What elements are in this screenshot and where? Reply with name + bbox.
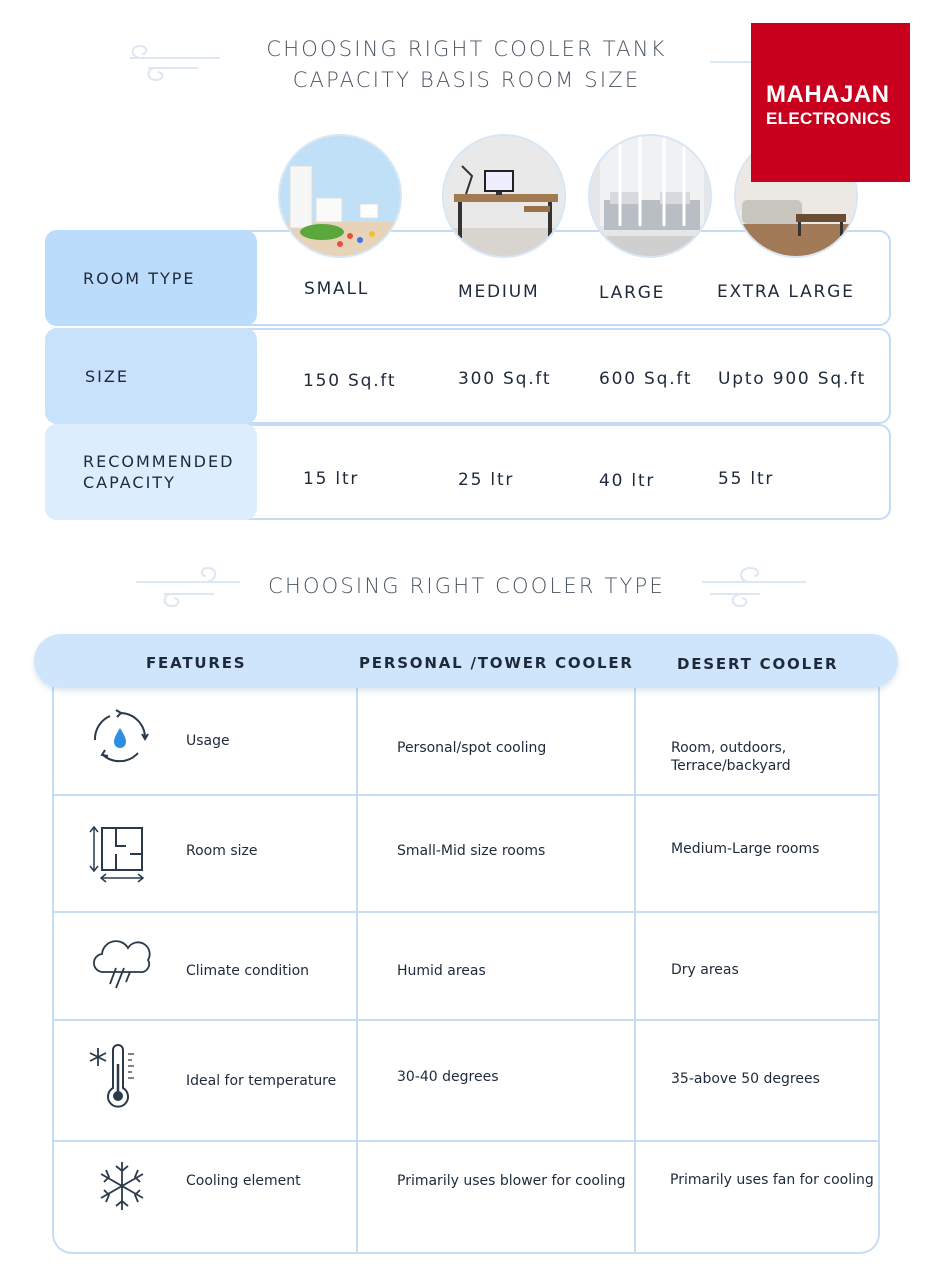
feature-usage: Usage: [186, 733, 230, 749]
room-type-small: SMALL: [304, 279, 370, 299]
small-room-image: [278, 134, 402, 258]
feature-climate: Climate condition: [186, 963, 310, 979]
capacity-large: 40 ltr: [599, 471, 656, 491]
thermometer-snow-icon: [86, 1044, 140, 1110]
size-medium: 300 Sq.ft: [458, 369, 552, 389]
feature-cooling-element: Cooling element: [186, 1173, 301, 1189]
wind-swirl-left-top-icon: [128, 42, 228, 84]
cooler-type-heading: CHOOSING RIGHT COOLER TYPE: [268, 574, 665, 598]
row-divider-3: [52, 1019, 880, 1021]
logo-line1: MAHAJAN: [766, 81, 890, 108]
desert-cooling-element: Primarily uses fan for cooling: [670, 1172, 874, 1188]
header-desert-cooler: DESERT COOLER: [677, 655, 839, 673]
large-room-image: [588, 134, 712, 258]
row-label-recommended-capacity: [45, 424, 257, 520]
desert-room-size: Medium-Large rooms: [671, 841, 820, 857]
wind-swirl-left-icon: [134, 564, 244, 608]
row-divider-1: [52, 794, 880, 796]
capacity-row-recommended: [45, 424, 891, 520]
size-large: 600 Sq.ft: [599, 369, 693, 389]
personal-room-size: Small-Mid size rooms: [397, 843, 546, 859]
snowflake-icon: [98, 1160, 146, 1212]
feature-room-size: Room size: [186, 843, 258, 859]
row-divider-2: [52, 911, 880, 913]
personal-cooling-element: Primarily uses blower for cooling: [397, 1173, 626, 1189]
feature-temperature: Ideal for temperature: [186, 1073, 337, 1089]
water-cycle-icon: [90, 708, 150, 768]
cooler-type-header: [34, 634, 898, 688]
desert-climate: Dry areas: [671, 962, 739, 978]
room-type-medium: MEDIUM: [458, 282, 540, 302]
capacity-medium: 25 ltr: [458, 470, 515, 490]
capacity-heading-line2: CAPACITY BASIS ROOM SIZE: [292, 68, 641, 92]
capacity-heading-line1: CHOOSING RIGHT COOLER TANK: [266, 37, 667, 61]
row-label-size: SIZE: [45, 328, 257, 424]
brand-logo: [751, 23, 910, 182]
personal-temperature: 30-40 degrees: [397, 1069, 499, 1085]
capacity-row-size: [45, 328, 891, 424]
capacity-extra-large: 55 ltr: [718, 469, 775, 489]
size-extra-large: Upto 900 Sq.ft: [718, 369, 867, 389]
room-type-extra-large: EXTRA LARGE: [717, 282, 855, 302]
medium-room-image: [442, 134, 566, 258]
column-divider-1: [356, 688, 358, 1252]
row-label-room-type: ROOM TYPE: [45, 230, 257, 326]
wind-swirl-right-icon: [700, 564, 810, 608]
header-personal-tower-cooler: PERSONAL /TOWER COOLER: [359, 654, 634, 672]
cloud-rain-icon: [90, 938, 152, 990]
row-label-recommended-line2: CAPACITY: [83, 473, 176, 492]
row-divider-4: [52, 1140, 880, 1142]
capacity-small: 15 ltr: [303, 469, 360, 489]
desert-usage-line2: Terrace/backyard: [671, 758, 791, 774]
room-type-large: LARGE: [599, 283, 666, 303]
desert-temperature: 35-above 50 degrees: [671, 1071, 820, 1087]
size-small: 150 Sq.ft: [303, 371, 397, 391]
wind-swirl-right-top-icon: [708, 50, 756, 74]
column-divider-2: [634, 688, 636, 1252]
row-label-recommended-line1: RECOMMENDED: [83, 452, 235, 471]
floor-plan-icon: [86, 824, 148, 884]
personal-usage: Personal/spot cooling: [397, 740, 547, 756]
logo-line2: ELECTRONICS: [766, 109, 892, 128]
desert-usage-line1: Room, outdoors,: [671, 740, 787, 756]
header-features: FEATURES: [146, 654, 247, 672]
personal-climate: Humid areas: [397, 963, 486, 979]
